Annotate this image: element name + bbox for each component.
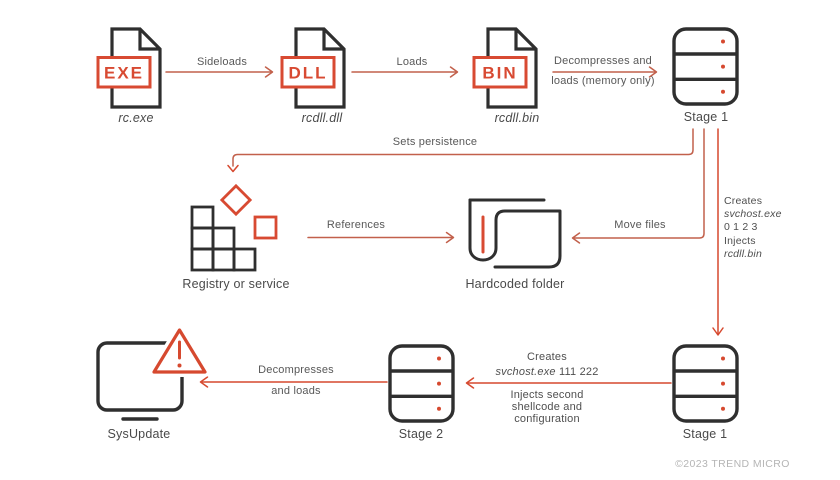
node-stage1-bottom (672, 344, 739, 423)
edge-label-sets-persistence: Sets persistence (392, 136, 478, 148)
label-hardcoded-folder: Hardcoded folder (465, 277, 565, 291)
dll-document-icon (280, 26, 348, 110)
label-stage1-top: Stage 1 (683, 110, 729, 124)
monitor-warning-icon (94, 326, 210, 424)
warning-triangle-icon (154, 330, 205, 372)
annotation-injects-3: configuration (514, 413, 580, 425)
node-registry (184, 182, 280, 274)
annotation-exe-nums: 111 222 (555, 366, 599, 378)
exe-document-icon (96, 26, 164, 110)
server-stack-icon (672, 27, 739, 106)
label-stage1-bottom: Stage 1 (682, 427, 728, 441)
server-stack-icon (672, 344, 739, 423)
dll-badge-text: DLL (288, 63, 328, 83)
annotation-line: svchost.exe (724, 208, 782, 221)
annotation-creates-inject-1 (724, 195, 819, 261)
annotation-creates-2: Creates (527, 351, 567, 363)
bin-document-icon (472, 26, 540, 110)
edge-label-decompresses-loads-2: and loads (271, 385, 321, 397)
node-stage2 (388, 344, 455, 423)
annotation-injects-2: shellcode and (511, 401, 583, 413)
server-stack-icon (388, 344, 455, 423)
edge-label-decompresses-loads-1: Decompresses (258, 364, 334, 376)
registry-blocks-icon (184, 182, 280, 274)
annotation-line: 0 1 2 3 (724, 221, 758, 234)
node-hardcoded-folder (466, 196, 564, 272)
annotation-exe-name: svchost.exe (495, 366, 556, 378)
label-stage2: Stage 2 (398, 427, 444, 441)
annotation-line: Creates (724, 195, 763, 207)
annotation-line: Injects (724, 234, 756, 247)
red-square-shape (255, 217, 276, 238)
node-sysupdate (94, 326, 210, 424)
exe-badge-text: EXE (103, 63, 145, 83)
label-rcdll-dll: rcdll.dll (301, 111, 343, 125)
node-rc-exe (96, 26, 164, 110)
annotation-svchost-2 (467, 366, 627, 378)
edge-label-decompresses-memory-2: loads (memory only) (551, 75, 655, 87)
label-sysupdate: SysUpdate (107, 427, 171, 441)
node-stage1-top (672, 27, 739, 106)
copyright-notice: ©2023 TREND MICRO (675, 458, 790, 470)
edge-label-references: References (326, 219, 386, 231)
diamond-shape (222, 186, 250, 214)
annotation-line: rcdll.bin (724, 247, 762, 260)
label-rc-exe: rc.exe (118, 111, 154, 125)
edge-label-loads: Loads (396, 56, 428, 68)
label-rcdll-bin: rcdll.bin (494, 111, 540, 125)
bin-badge-text: BIN (482, 63, 518, 83)
label-registry: Registry or service (182, 277, 290, 291)
node-rcdll-dll (280, 26, 348, 110)
edge-label-sideloads: Sideloads (196, 56, 248, 68)
folder-scroll-icon (466, 196, 564, 272)
edge-label-decompresses-memory-1: Decompresses and (554, 55, 652, 67)
edge-label-move-files: Move files (614, 219, 666, 231)
annotation-injects-1: Injects second (510, 389, 584, 401)
node-rcdll-bin (472, 26, 540, 110)
